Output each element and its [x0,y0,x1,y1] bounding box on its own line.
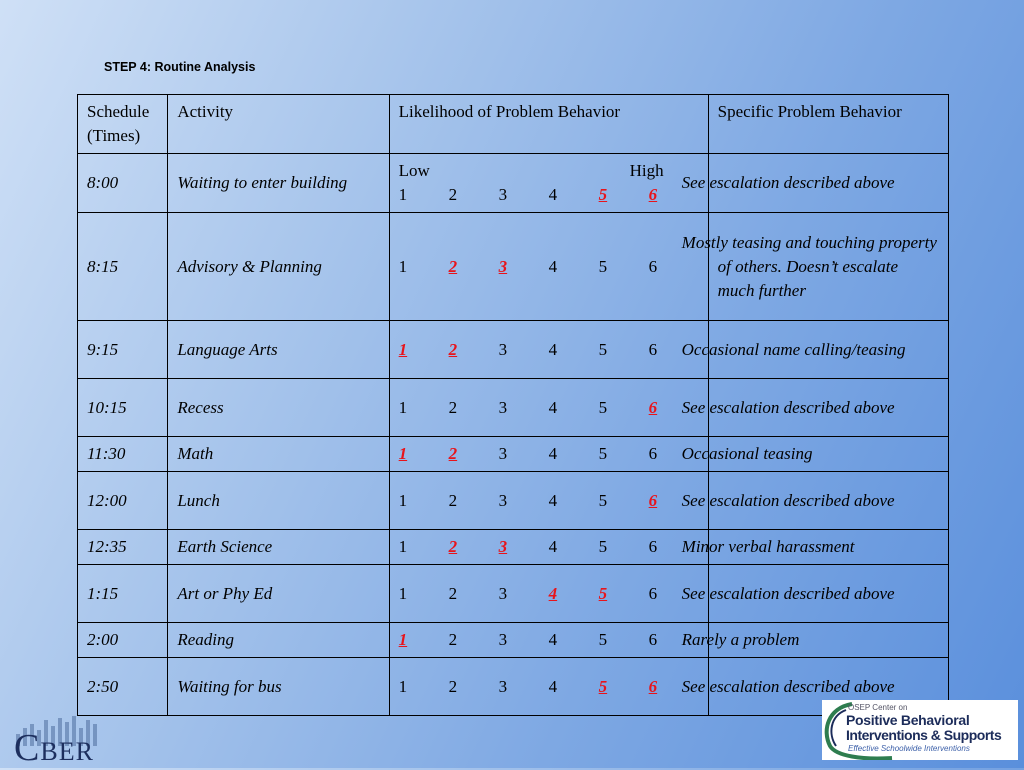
specific-behavior: See escalation described above [708,154,948,213]
schedule-time: 9:15 [78,321,168,379]
table-row [78,379,949,437]
scale-level-selected: 5 [598,583,608,603]
specific-behavior: Occasional name calling/teasing [708,321,948,379]
scale-level: 6 [648,630,658,649]
slide-title: STEP 4: Routine Analysis [104,60,256,74]
scale-level: 3 [498,397,508,417]
scale-level: 4 [548,630,558,649]
pbis-logo [822,700,1018,760]
pbis-line2: Interventions & Supports [846,727,1002,743]
scale-level: 4 [548,490,558,510]
scale-level: 1 [398,185,408,204]
schedule-time: 11:30 [78,437,168,472]
table-row [78,472,949,530]
schedule-time: 12:00 [78,472,168,530]
table-row [78,154,949,213]
scale-level: 3 [498,444,508,463]
header-likelihood: Likelihood of Problem Behavior [389,95,708,154]
scale-high-label: High [629,161,664,180]
scale-level-selected: 3 [498,537,508,556]
table-header-row [78,95,949,154]
specific-behavior: Occasional teasing [708,437,948,472]
scale-level: 3 [498,676,508,696]
scale-level: 2 [448,185,458,204]
scale-level: 5 [598,397,608,417]
scale-level-selected: 1 [398,339,408,359]
schedule-time: 12:35 [78,530,168,565]
table-row [78,530,949,565]
likelihood-cell [389,623,708,658]
scale-level-selected: 6 [648,397,658,417]
likelihood-scale [399,628,699,652]
scale-level: 1 [398,490,408,510]
scale-level-selected: 6 [648,490,658,510]
scale-low-high [399,159,664,183]
scale-level: 5 [598,630,608,649]
scale-level-selected: 5 [598,676,608,696]
scale-level: 5 [598,444,608,463]
scale-level: 1 [398,537,408,556]
scale-level-selected: 2 [448,256,458,276]
specific-behavior: Rarely a problem [708,623,948,658]
scale-level: 2 [448,490,458,510]
schedule-time: 1:15 [78,565,168,623]
scale-level-selected: 2 [448,339,458,359]
cber-logo [10,716,114,769]
likelihood-cell [389,437,708,472]
scale-level: 3 [498,490,508,510]
scale-level: 5 [598,490,608,510]
specific-behavior: See escalation described above [708,658,948,716]
scale-level: 2 [448,630,458,649]
activity-name: Math [168,437,389,472]
header-activity: Activity [168,95,389,154]
scale-level: 4 [548,537,558,556]
likelihood-cell [389,472,708,530]
likelihood-cell [389,565,708,623]
likelihood-cell [389,213,708,321]
scale-level-selected: 1 [398,630,408,649]
likelihood-cell [389,658,708,716]
scale-level: 4 [548,185,558,204]
header-schedule: Schedule (Times) [78,95,168,154]
schedule-time: 8:00 [78,154,168,213]
routine-analysis-table [77,94,949,716]
scale-level: 3 [498,339,508,359]
header-specific-behavior: Specific Problem Behavior [708,95,948,154]
specific-behavior: See escalation described above [708,379,948,437]
scale-level-selected: 2 [448,537,458,556]
scale-level: 3 [498,630,508,649]
activity-name: Advisory & Planning [168,213,389,321]
activity-name: Waiting to enter building [168,154,389,213]
pbis-tagline: Effective Schoolwide Interventions [848,744,970,753]
specific-behavior: See escalation described above [708,565,948,623]
scale-level: 3 [498,185,508,204]
schedule-time: 8:15 [78,213,168,321]
scale-level: 5 [598,256,608,276]
scale-level: 6 [648,444,658,463]
scale-low-label: Low [398,161,430,180]
likelihood-scale [399,535,699,559]
likelihood-cell [389,321,708,379]
likelihood-cell [389,530,708,565]
schedule-time: 2:00 [78,623,168,658]
specific-behavior: Mostly teasing and touching property of others. Doesn’t escalate much further [708,213,948,321]
cber-logo-text: CBER [14,727,94,769]
scale-level-selected: 1 [398,444,408,463]
activity-name: Recess [168,379,389,437]
scale-level: 6 [648,256,658,276]
scale-level: 4 [548,676,558,696]
scale-level-selected: 6 [648,185,658,204]
likelihood-scale [399,338,699,362]
scale-level-selected: 2 [448,444,458,463]
table-row [78,565,949,623]
table-row [78,213,949,321]
scale-level: 4 [548,339,558,359]
likelihood-scale [399,255,699,279]
scale-level: 1 [398,676,408,696]
table-row [78,658,949,716]
activity-name: Lunch [168,472,389,530]
scale-level-selected: 4 [548,583,558,603]
pbis-small-text: OSEP Center on [848,703,908,712]
likelihood-scale [399,183,699,207]
likelihood-scale [399,489,699,513]
scale-level: 1 [398,256,408,276]
schedule-time: 2:50 [78,658,168,716]
scale-level: 4 [548,256,558,276]
schedule-time: 10:15 [78,379,168,437]
activity-name: Art or Phy Ed [168,565,389,623]
specific-behavior: Minor verbal harassment [708,530,948,565]
scale-level: 3 [498,583,508,603]
table-row [78,623,949,658]
scale-level: 5 [598,537,608,556]
scale-level: 1 [398,583,408,603]
scale-level: 1 [398,397,408,417]
scale-level: 6 [648,583,658,603]
scale-level-selected: 6 [648,676,658,696]
scale-level: 6 [648,537,658,556]
scale-level-selected: 3 [498,256,508,276]
likelihood-scale [399,675,699,699]
likelihood-scale [399,582,699,606]
activity-name: Waiting for bus [168,658,389,716]
scale-level: 6 [648,339,658,359]
specific-behavior: See escalation described above [708,472,948,530]
pbis-line1: Positive Behavioral [846,712,970,728]
scale-level: 2 [448,676,458,696]
likelihood-scale [399,396,699,420]
table-row [78,321,949,379]
scale-level: 2 [448,583,458,603]
scale-level: 4 [548,397,558,417]
scale-level: 4 [548,444,558,463]
activity-name: Earth Science [168,530,389,565]
scale-level: 2 [448,397,458,417]
likelihood-cell [389,379,708,437]
likelihood-cell [389,154,708,213]
scale-level-selected: 5 [598,185,608,204]
activity-name: Language Arts [168,321,389,379]
likelihood-scale [399,442,699,466]
table-row [78,437,949,472]
activity-name: Reading [168,623,389,658]
scale-level: 5 [598,339,608,359]
